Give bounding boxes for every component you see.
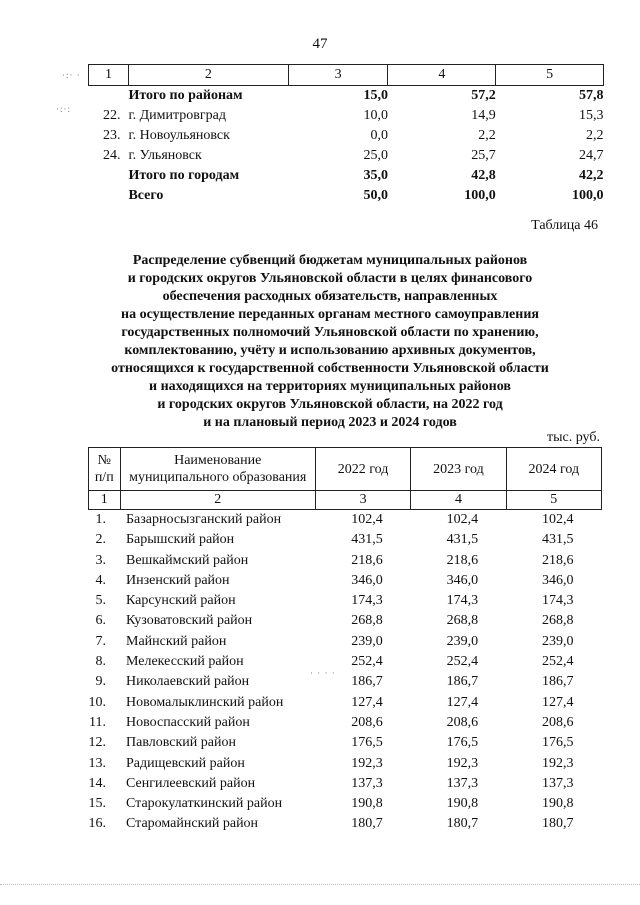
value-2022: 186,7	[351, 674, 383, 690]
row-number	[89, 86, 129, 107]
value-2024: 252,4	[542, 654, 574, 670]
value-col5: 42,2	[579, 168, 604, 183]
municipality-name: Кузоватовский район	[126, 613, 253, 629]
table-row	[89, 106, 604, 126]
table-row	[89, 530, 602, 550]
table-row	[89, 754, 602, 774]
row-number	[89, 186, 129, 206]
value-2023: 127,4	[446, 694, 479, 710]
title-line: относящихся к государственной собственности Ульяновской области	[111, 361, 549, 376]
municipality-name: Вешкаймский район	[126, 552, 249, 568]
value-2022: 252,4	[351, 654, 383, 670]
row-number: 7.	[95, 633, 106, 649]
value-2022: 127,4	[351, 694, 383, 710]
value-col4: 14,9	[471, 108, 496, 123]
value-2023: 180,7	[446, 816, 479, 832]
value-2022: 190,8	[351, 796, 383, 812]
table-row	[89, 591, 602, 611]
value-2023: 174,3	[446, 593, 479, 609]
column-number: 3	[288, 65, 388, 86]
row-number: 1.	[95, 512, 106, 527]
column-number: 1	[89, 65, 129, 86]
column-number: 2	[128, 65, 288, 86]
scan-speck: ·:·:	[56, 104, 71, 114]
value-2024: 268,8	[542, 613, 574, 629]
row-number	[89, 166, 129, 186]
municipality-name: Мелекесский район	[126, 654, 244, 670]
table-row	[89, 146, 604, 166]
value-2024: 102,4	[542, 512, 574, 527]
value-2024: 218,6	[542, 552, 574, 568]
title-line: и на плановый период 2023 и 2024 годов	[203, 415, 457, 430]
row-name: Всего	[128, 188, 164, 203]
row-number: 12.	[88, 735, 106, 751]
table-row	[89, 672, 602, 692]
value-2024: 239,0	[542, 633, 574, 649]
value-2023: 102,4	[446, 512, 479, 527]
header-2024: 2024 год	[506, 448, 601, 491]
value-col3: 10,0	[363, 108, 388, 123]
subvention-table	[88, 447, 602, 835]
row-name: г. Ульяновск	[128, 148, 202, 163]
table-row	[89, 126, 604, 146]
table-row	[89, 551, 602, 571]
value-col4: 42,8	[471, 168, 496, 183]
value-col3: 35,0	[363, 168, 388, 183]
units-label: тыс. руб.	[547, 430, 600, 445]
column-number-row	[89, 65, 604, 86]
municipality-name: Новоспасский район	[126, 714, 250, 730]
value-2023: 137,3	[446, 775, 479, 791]
table-row	[89, 611, 602, 631]
row-name: г. Новоульяновск	[128, 128, 230, 143]
row-number: 16.	[88, 816, 106, 832]
value-2023: 208,6	[446, 714, 479, 730]
column-number-row	[89, 491, 602, 510]
value-2023: 186,7	[446, 674, 479, 690]
municipality-name: Карсунский район	[126, 593, 236, 609]
value-2023: 192,3	[446, 755, 479, 771]
value-col5: 2,2	[586, 128, 604, 143]
value-2023: 431,5	[446, 532, 479, 548]
table-row	[89, 571, 602, 591]
municipality-name: Инзенский район	[126, 572, 230, 588]
value-2023: 218,6	[446, 552, 479, 568]
value-2023: 190,8	[446, 796, 479, 812]
scan-speck: · · · ·	[310, 668, 336, 678]
row-number: 9.	[95, 674, 106, 690]
title-line: на осуществление переданных органам местного самоуправления	[121, 307, 539, 322]
value-col4: 57,2	[471, 88, 496, 103]
municipality-name: Базарносызганский район	[126, 512, 282, 527]
municipality-name: Сенгилеевский район	[126, 775, 256, 791]
header-number: № п/п	[89, 448, 121, 491]
column-number: 3	[315, 491, 410, 510]
row-number: 15.	[88, 796, 106, 812]
title-line: и городских округов Ульяновской области в целях финансового	[127, 271, 533, 286]
row-name: Итого по районам	[128, 88, 243, 103]
value-col3: 0,0	[370, 128, 388, 143]
continuation-table	[88, 64, 604, 206]
value-col5: 15,3	[579, 108, 604, 123]
row-number: 23.	[102, 128, 121, 143]
value-2024: 192,3	[542, 755, 574, 771]
row-number: 8.	[95, 654, 106, 670]
column-number: 2	[120, 491, 315, 510]
value-2024: 176,5	[542, 735, 574, 751]
title-line: государственных полномочий Ульяновской области по хранению,	[121, 325, 539, 340]
row-number: 4.	[95, 572, 106, 588]
title-line: обеспечения расходных обязательств, направленных	[162, 289, 498, 304]
value-col5: 57,8	[579, 88, 604, 103]
value-col4: 25,7	[471, 148, 496, 163]
table-row	[89, 693, 602, 713]
table-row	[89, 86, 604, 107]
title-line: комплектованию, учёту и использованию архивных документов,	[124, 343, 536, 358]
header-row	[89, 448, 602, 491]
value-col4: 100,0	[464, 188, 496, 203]
table-row	[89, 733, 602, 753]
value-2022: 176,5	[351, 735, 383, 751]
value-2024: 346,0	[542, 572, 574, 588]
municipality-name: Барышский район	[126, 532, 235, 548]
row-name: Итого по городам	[128, 168, 240, 183]
value-2022: 239,0	[351, 633, 383, 649]
page-number: 47	[312, 36, 328, 52]
table-row	[89, 713, 602, 733]
value-2023: 176,5	[446, 735, 479, 751]
value-col5: 100,0	[572, 188, 604, 203]
column-number: 4	[388, 65, 496, 86]
scan-speck: ·:· ·	[62, 70, 81, 80]
value-2022: 180,7	[351, 816, 383, 832]
row-number: 5.	[95, 593, 106, 609]
value-col3: 25,0	[363, 148, 388, 163]
value-2024: 127,4	[542, 694, 574, 710]
table-row	[89, 774, 602, 794]
row-number: 22.	[102, 108, 121, 123]
municipality-name: Старомайнский район	[126, 816, 259, 832]
table-row	[89, 652, 602, 672]
row-number: 3.	[95, 552, 106, 568]
row-number: 6.	[95, 613, 106, 629]
row-number: 10.	[88, 694, 106, 710]
value-2024: 137,3	[542, 775, 574, 791]
municipality-name: Новомалыклинский район	[126, 694, 284, 710]
value-2022: 192,3	[351, 755, 383, 771]
row-number: 2.	[95, 532, 106, 548]
value-2022: 174,3	[351, 593, 383, 609]
value-2022: 431,5	[351, 532, 383, 548]
value-2022: 268,8	[351, 613, 383, 629]
row-number: 24.	[102, 148, 121, 163]
value-col3: 50,0	[363, 188, 388, 203]
column-number: 4	[411, 491, 506, 510]
table-label: Таблица 46	[531, 218, 598, 233]
value-2023: 252,4	[446, 654, 479, 670]
table-row	[89, 794, 602, 814]
value-2024: 180,7	[542, 816, 574, 832]
title-line: и городских округов Ульяновской области, на 2022 год	[157, 397, 503, 412]
value-2022: 137,3	[351, 775, 383, 791]
column-number: 5	[496, 65, 604, 86]
value-col5: 24,7	[579, 148, 604, 163]
column-number: 5	[506, 491, 601, 510]
municipality-name: Радищевский район	[126, 755, 245, 771]
municipality-name: Старокулаткинский район	[126, 796, 283, 812]
value-col4: 2,2	[478, 128, 496, 143]
scan-edge-dots	[0, 884, 640, 886]
row-number: 14.	[88, 775, 106, 791]
table-row	[89, 186, 604, 206]
table-row	[89, 814, 602, 834]
value-2024: 190,8	[542, 796, 574, 812]
municipality-name: Павловский район	[126, 735, 236, 751]
value-2022: 346,0	[351, 572, 383, 588]
value-2024: 208,6	[542, 714, 574, 730]
title-line: и находящихся на территориях муниципальных районов	[149, 379, 511, 394]
value-2023: 268,8	[446, 613, 479, 629]
title-line: Распределение субвенций бюджетам муниципальных районов	[132, 253, 528, 268]
row-name: г. Димитровград	[128, 108, 226, 123]
value-2022: 102,4	[351, 512, 383, 527]
value-2024: 186,7	[542, 674, 574, 690]
municipality-name: Николаевский район	[126, 674, 250, 690]
value-2023: 239,0	[446, 633, 479, 649]
value-2024: 174,3	[542, 593, 574, 609]
table-row	[89, 166, 604, 186]
table-row	[89, 510, 602, 531]
value-2024: 431,5	[542, 532, 574, 548]
value-2022: 208,6	[351, 714, 383, 730]
row-number: 11.	[89, 714, 106, 730]
value-2023: 346,0	[446, 572, 479, 588]
value-col3: 15,0	[363, 88, 388, 103]
table-row	[89, 632, 602, 652]
value-2022: 218,6	[351, 552, 383, 568]
table-title	[60, 252, 600, 432]
column-number: 1	[89, 491, 121, 510]
municipality-name: Майнский район	[126, 633, 227, 649]
header-2023: 2023 год	[411, 448, 506, 491]
row-number: 13.	[88, 755, 106, 771]
header-2022: 2022 год	[315, 448, 410, 491]
header-name: Наименование муниципального образования	[120, 448, 315, 491]
